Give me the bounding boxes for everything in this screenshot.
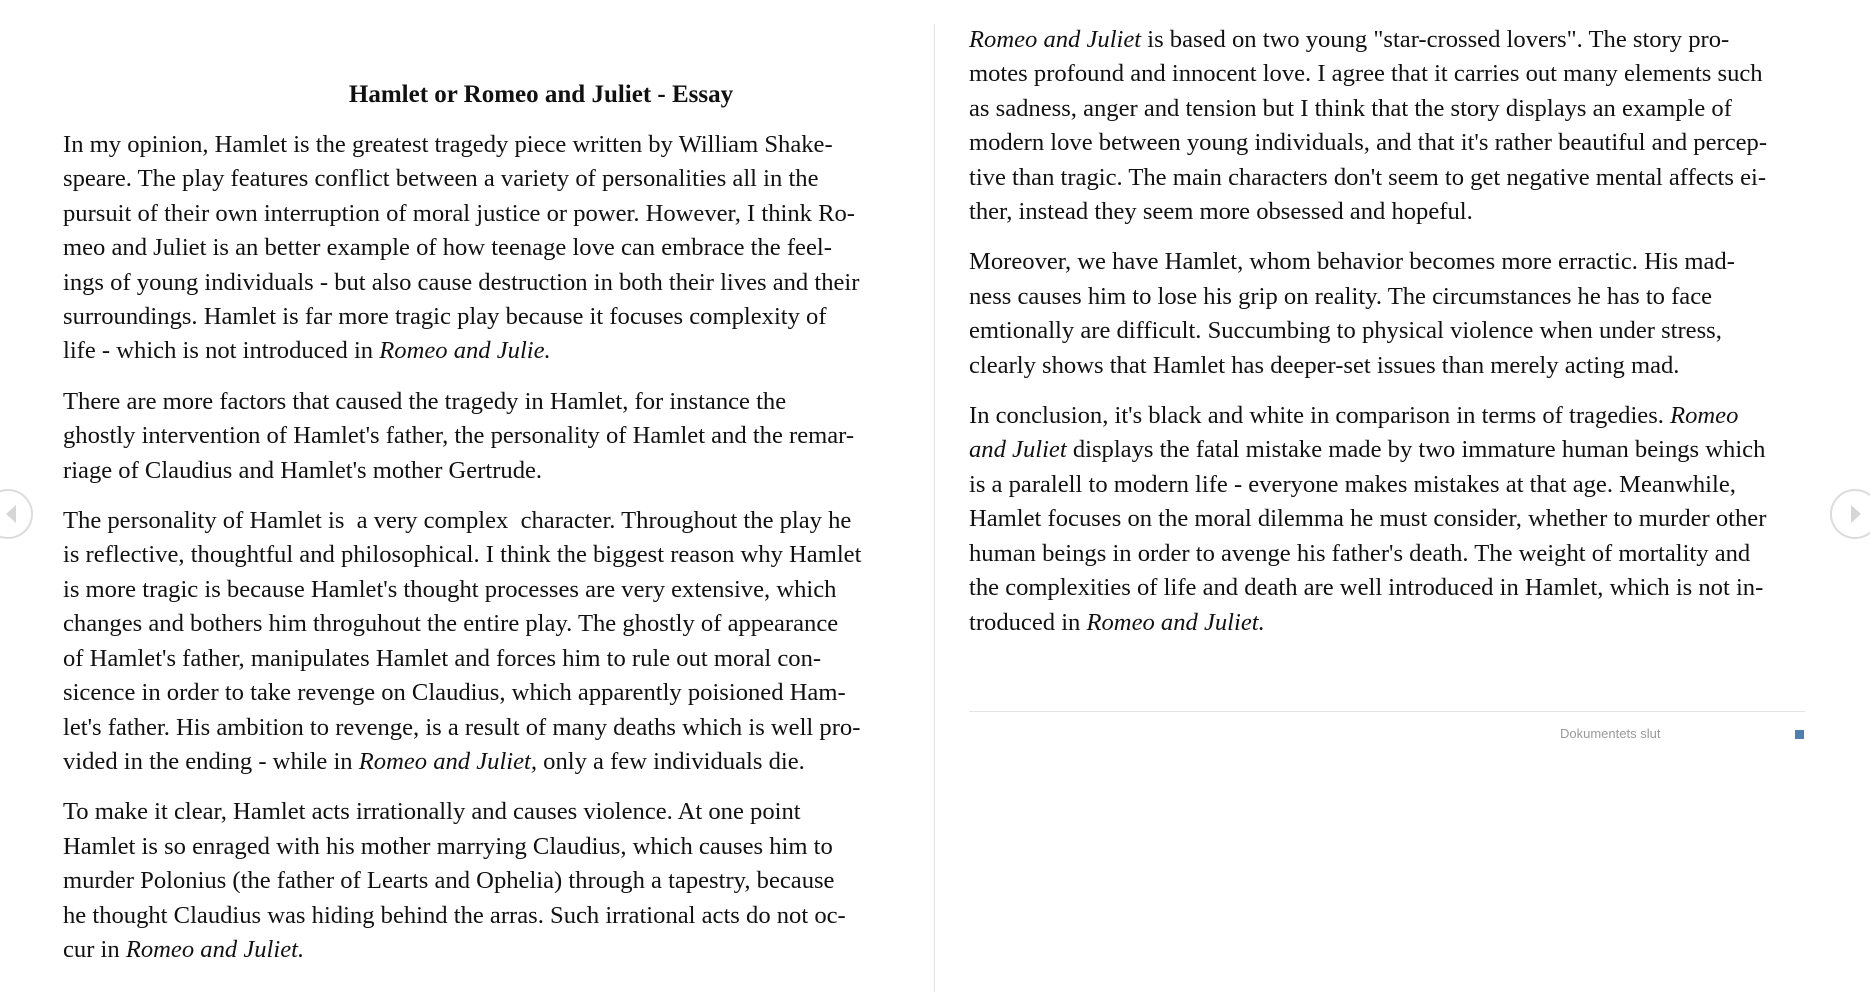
- text-line: motes profound and innocent love. I agree that it carries out many elements such: [969, 60, 1763, 88]
- text-line: cur in Romeo and Juliet.: [63, 935, 305, 963]
- text-line: emtionally are difficult. Succumbing to physical violence when under stress,: [969, 317, 1722, 345]
- end-marker-square-icon: [1795, 730, 1804, 739]
- text-line: he thought Claudius was hiding behind the arras. Such irrational acts do not oc-: [63, 901, 846, 929]
- text-line: human beings in order to avenge his father's death. The weight of mortality and: [969, 539, 1751, 567]
- paragraph: [63, 504, 913, 779]
- text-line: pursuit of their own interruption of moral justice or power. However, I think Ro-: [63, 199, 855, 227]
- text-line: riage of Claudius and Hamlet's mother Gertrude.: [63, 456, 543, 484]
- paragraph: [969, 399, 1829, 640]
- right-column: [969, 23, 1829, 640]
- text-line: clearly shows that Hamlet has deeper-set issues than merely acting mad.: [969, 351, 1680, 379]
- italic-title: Romeo and Juliet: [969, 26, 1142, 53]
- text-line: ther, instead they seem more obsessed and hopeful.: [969, 198, 1473, 226]
- essay-title: Hamlet or Romeo and Juliet - Essay: [348, 81, 734, 108]
- text-line: let's father. His ambition to revenge, is a result of many deaths which is well pro-: [63, 713, 861, 741]
- italic-title: Romeo and Juliet.: [125, 935, 305, 963]
- text-line: changes and bothers him throguhout the entire play. The ghostly of appearance: [63, 610, 839, 638]
- paragraph: [63, 795, 913, 967]
- text-line: ings of young individuals - but also cause destruction in both their lives and their: [63, 268, 860, 296]
- end-of-document-label: Dokumentets slut: [1560, 726, 1661, 741]
- text-line: speare. The play features conflict between a variety of personalities all in the: [63, 165, 819, 193]
- text-line: sicence in order to take revenge on Claudius, which apparently poisioned Ham-: [63, 679, 846, 707]
- italic-title: Romeo and Julie.: [379, 337, 551, 365]
- text-line: of Hamlet's father, manipulates Hamlet and forces him to rule out moral con-: [63, 644, 822, 672]
- text-line: Romeo and Juliet is based on two young "star-crossed lovers". The story pro-: [969, 26, 1730, 53]
- text-line: life - which is not introduced in Romeo and Julie.: [63, 337, 551, 365]
- text-line: ghostly intervention of Hamlet's father, the personality of Hamlet and the remar-: [63, 422, 855, 450]
- text-line: murder Polonius (the father of Learts and Ophelia) through a tapestry, because: [63, 867, 835, 895]
- text-line: is more tragic is because Hamlet's thought processes are very extensive, which: [63, 575, 837, 603]
- italic-title: Romeo: [1670, 402, 1739, 430]
- text-line: ness causes him to lose his grip on reality. The circumstances he has to face: [969, 282, 1713, 310]
- text-line: is a paralell to modern life - everyone makes mistakes at that age. Meanwhile,: [969, 470, 1736, 498]
- end-of-document-rule: [969, 711, 1805, 712]
- text-line: Moreover, we have Hamlet, whom behavior becomes more erractic. His mad-: [969, 248, 1735, 276]
- text-line: The personality of Hamlet is a very complex character. Throughout the play he: [63, 507, 852, 535]
- paragraph: [63, 385, 913, 488]
- text-line: In conclusion, it's black and white in comparison in terms of tragedies. Romeo: [969, 402, 1739, 430]
- italic-title: Romeo and Juliet,: [358, 747, 538, 775]
- text-line: To make it clear, Hamlet acts irrationally and causes violence. At one point: [63, 798, 801, 826]
- text-line: surroundings. Hamlet is far more tragic play because it focuses complexity of: [63, 303, 827, 331]
- text-line: In my opinion, Hamlet is the greatest tragedy piece written by William Shake-: [63, 131, 833, 158]
- text-line: tive than tragic. The main characters don't seem to get negative mental affects ei-: [969, 163, 1767, 191]
- text-line: and Juliet displays the fatal mistake made by two immature human beings which: [969, 436, 1766, 464]
- text-line: the complexities of life and death are well introduced in Hamlet, which is not in-: [969, 574, 1764, 602]
- text-line: meo and Juliet is an better example of how teenage love can embrace the feel-: [63, 234, 832, 262]
- text-line: vided in the ending - while in Romeo and Juliet, only a few individuals die.: [63, 747, 805, 775]
- text-line: is reflective, thoughtful and philosophical. I think the biggest reason why Hamlet: [63, 541, 862, 569]
- left-column: [63, 128, 913, 967]
- text-line: Hamlet is so enraged with his mother marrying Claudius, which causes him to: [63, 832, 833, 860]
- chevron-right-icon: [1849, 504, 1863, 524]
- italic-title: and Juliet: [969, 436, 1067, 464]
- text-line: modern love between young individuals, and that it's rather beautiful and percep-: [969, 129, 1768, 157]
- chevron-left-icon: [4, 504, 18, 524]
- text-line: Hamlet focuses on the moral dilemma he must consider, whether to murder other: [969, 505, 1767, 533]
- text-line: as sadness, anger and tension but I think that the story displays an example of: [969, 94, 1732, 122]
- italic-title: Romeo and Juliet.: [1086, 608, 1265, 636]
- paragraph: [63, 128, 913, 369]
- text-line: troduced in Romeo and Juliet.: [969, 608, 1265, 636]
- paragraph: [969, 23, 1829, 229]
- text-line: There are more factors that caused the tragedy in Hamlet, for instance the: [63, 387, 787, 415]
- paragraph: [969, 245, 1829, 383]
